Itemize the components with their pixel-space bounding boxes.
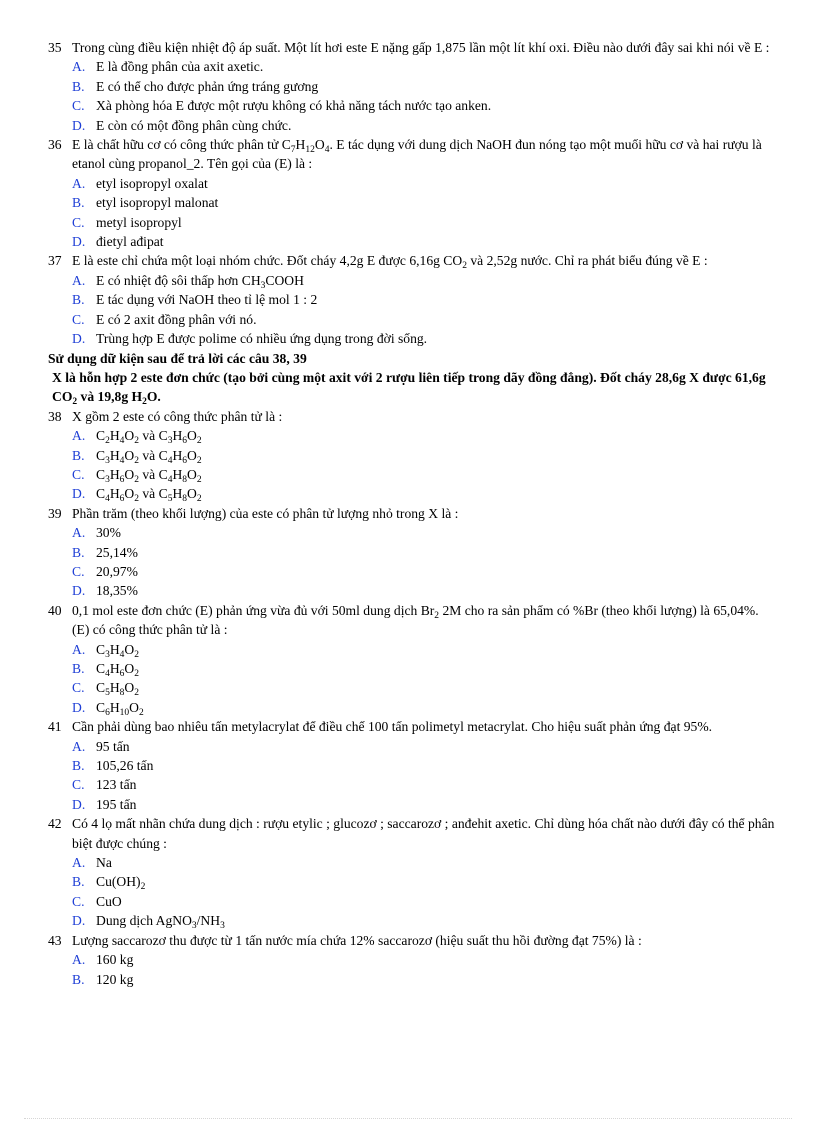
option-letter: C.: [72, 214, 85, 230]
question-list-part1: [0, 38, 816, 349]
question-text: E là este chỉ chứa một loại nhóm chức. Đốt cháy 4,2g E được 6,16g $CO_2$ và 2,52g nước. Chỉ ra phát biểu đúng về E :: [72, 253, 708, 272]
section-text: X là hỗn hợp 2 este đơn chức (tạo bởi cùng một axit với 2 rượu liên tiếp trong dãy đồng đẳng). Đốt cháy 28,6g X được 61,6g $CO_2$ và 19,8g $H_2O$.: [52, 369, 766, 408]
option-letter: B.: [72, 544, 85, 560]
option-letter: D.: [72, 234, 86, 250]
option-text: E còn có một đồng phân cùng chức.: [96, 117, 292, 133]
answer-option: [0, 116, 816, 135]
option-letter: D.: [72, 913, 86, 929]
option-text: $Cu(OH)_2$: [96, 874, 146, 893]
question-number: 40: [48, 602, 62, 618]
option-text: $C_5H_8O_2$: [96, 680, 139, 699]
question-37: [0, 251, 816, 270]
option-text: etyl isopropyl oxalat: [96, 175, 208, 191]
question-41: [0, 717, 816, 736]
option-text: $C_3H_4O_2$: [96, 641, 139, 660]
answer-option: [0, 232, 816, 251]
option-letter: A.: [72, 641, 86, 657]
answer-option: [0, 329, 816, 348]
option-letter: A.: [72, 59, 86, 75]
option-text: metyl isopropyl: [96, 214, 182, 230]
answer-option: [0, 911, 816, 930]
option-text: 195 tấn: [96, 796, 137, 812]
answer-option: [0, 970, 816, 989]
question-text: Cần phải dùng bao nhiêu tấn metylacrylat để điều chế 100 tấn polimetyl metacrylat. Cho hiệu suất phản ứng đạt 95%.: [72, 719, 713, 735]
option-letter: D.: [72, 486, 86, 502]
option-letter: B.: [72, 292, 85, 308]
option-letter: B.: [72, 758, 85, 774]
question-39: [0, 504, 816, 523]
option-text: 30%: [96, 525, 121, 541]
answer-option: [0, 543, 816, 562]
question-number: 43: [48, 932, 62, 948]
answer-option: [0, 872, 816, 891]
option-text: Xà phòng hóa E được một rượu không có khả năng tách nước tạo anken.: [96, 98, 492, 114]
answer-option: [0, 775, 816, 794]
question-42: [0, 814, 816, 853]
option-text: 123 tấn: [96, 777, 137, 793]
question-text: Trong cùng điều kiện nhiệt độ áp suất. Một lít hơi este E nặng gấp 1,875 lần một lít khí oxi. Điều nào dưới đây sai khi nói về E :: [72, 40, 770, 55]
option-text: $C_4H_6O_2$: [96, 661, 139, 679]
question-list-part2: [0, 407, 816, 989]
option-letter: C.: [72, 98, 85, 114]
answer-option: [0, 640, 816, 659]
question-40: [0, 601, 816, 640]
option-letter: A.: [72, 855, 86, 871]
option-text: 105,26 tấn: [96, 758, 154, 774]
question-text: Phần trăm (theo khối lượng) của este có phân tử lượng nhỏ trong X là :: [72, 505, 459, 521]
answer-option: [0, 737, 816, 756]
option-text: đietyl ađipat: [96, 234, 164, 250]
document-page: [0, 38, 816, 989]
answer-option: [0, 465, 816, 484]
answer-option: [0, 271, 816, 290]
answer-option: [0, 484, 816, 503]
option-letter: B.: [72, 195, 85, 211]
question-number: 39: [48, 505, 62, 521]
page-bottom-dotted-line: [24, 1118, 792, 1119]
question-number: 35: [48, 40, 62, 55]
answer-option: [0, 581, 816, 600]
answer-option: [0, 678, 816, 697]
option-text: CuO: [96, 893, 122, 909]
option-text: E có 2 axit đồng phân với nó.: [96, 311, 257, 327]
question-number: 42: [48, 816, 62, 832]
answer-option: [0, 213, 816, 232]
question-number: 37: [48, 253, 62, 269]
section-instructions: [0, 349, 816, 407]
option-letter: B.: [72, 971, 85, 987]
question-text: E là chất hữu cơ có công thức phân tử $C_7H_{12}O_4$. E tác dụng với dung dịch NaOH đun nóng tạo một muối hữu cơ và hai rượu là etanol cùng propanol_2. Tên gọi của (E) là :: [72, 137, 762, 172]
question-text: X gồm 2 este có công thức phân tử là :: [72, 408, 283, 424]
option-text: E là đồng phân của axit axetic.: [96, 59, 264, 75]
option-text: $C_6H_{10}O_2$: [96, 699, 144, 718]
answer-option: [0, 57, 816, 76]
answer-option: [0, 174, 816, 193]
option-letter: D.: [72, 331, 86, 347]
option-letter: B.: [72, 447, 85, 463]
question-text: Lượng saccarozơ thu được từ 1 tấn nước mía chứa 12% saccarozơ (hiệu suất thu hồi đường đạt 75%) là :: [72, 932, 642, 948]
option-letter: A.: [72, 428, 86, 444]
option-letter: D.: [72, 583, 86, 599]
answer-option: [0, 950, 816, 969]
option-letter: C.: [72, 563, 85, 579]
option-letter: B.: [72, 874, 85, 890]
option-letter: A.: [72, 175, 86, 191]
answer-option: [0, 290, 816, 309]
question-number: 36: [48, 137, 62, 153]
option-text: 25,14%: [96, 544, 138, 560]
answer-option: [0, 659, 816, 678]
answer-option: [0, 795, 816, 814]
answer-option: [0, 193, 816, 212]
option-letter: B.: [72, 661, 85, 676]
option-letter: D.: [72, 796, 86, 812]
option-text: $C_4H_6O_2$ và $C_5H_8O_2$: [96, 486, 202, 505]
answer-option: [0, 446, 816, 465]
option-letter: B.: [72, 78, 85, 94]
option-text: $C_3H_4O_2$ và $C_4H_6O_2$: [96, 447, 202, 466]
option-letter: C.: [72, 893, 85, 909]
option-text: 18,35%: [96, 583, 138, 599]
option-letter: D.: [72, 117, 86, 133]
answer-option: [0, 96, 816, 115]
answer-option: [0, 562, 816, 581]
question-number: 41: [48, 719, 62, 735]
answer-option: [0, 523, 816, 542]
option-text: Dung dịch $AgNO_3/NH_3$: [96, 913, 225, 932]
option-text: 120 kg: [96, 971, 134, 987]
option-letter: A.: [72, 272, 86, 288]
option-letter: D.: [72, 699, 86, 715]
question-text: Có 4 lọ mất nhãn chứa dung dịch : rượu etylic ; glucozơ ; saccarozơ ; anđehit axetic. Chỉ dùng hóa chất nào dưới đây có thể phân biệt được chúng :: [72, 816, 775, 851]
option-letter: A.: [72, 952, 86, 968]
answer-option: [0, 310, 816, 329]
answer-option: [0, 853, 816, 872]
answer-option: [0, 77, 816, 96]
answer-option: [0, 698, 816, 717]
option-text: 95 tấn: [96, 738, 130, 754]
answer-option: [0, 756, 816, 775]
option-letter: C.: [72, 777, 85, 793]
option-text: E có thể cho được phản ứng tráng gương: [96, 78, 319, 94]
answer-option: [0, 426, 816, 445]
option-text: Na: [96, 855, 112, 871]
option-text: E có nhiệt độ sôi thấp hơn $CH_3COOH$: [96, 272, 304, 291]
option-text: Trùng hợp E được polime có nhiều ứng dụng trong đời sống.: [96, 331, 428, 347]
question-text: 0,1 mol este đơn chức (E) phản ứng vừa đủ với 50ml dung dịch $Br_2$ 2M cho ra sản phẩm có %Br (theo khối lượng) là 65,04%. (E) có công thức phân tử là :: [72, 602, 759, 638]
option-text: etyl isopropyl malonat: [96, 195, 219, 211]
option-letter: C.: [72, 466, 85, 482]
question-35: [0, 38, 816, 57]
option-text: E tác dụng với NaOH theo tỉ lệ mol 1 : 2: [96, 292, 318, 308]
section-heading: Sử dụng dữ kiện sau để trả lời các câu 38, 39: [48, 350, 307, 366]
answer-option: [0, 892, 816, 911]
option-text: 20,97%: [96, 563, 138, 579]
option-letter: A.: [72, 525, 86, 541]
option-letter: A.: [72, 738, 86, 754]
question-number: 38: [48, 408, 62, 424]
question-36: [0, 135, 816, 174]
question-43: [0, 931, 816, 950]
option-text: $C_3H_6O_2$ và $C_4H_8O_2$: [96, 466, 202, 485]
option-text: 160 kg: [96, 952, 134, 968]
question-38: [0, 407, 816, 426]
option-letter: C.: [72, 311, 85, 327]
option-letter: C.: [72, 680, 85, 696]
option-text: $C_2H_4O_2$ và $C_3H_6O_2$: [96, 428, 202, 447]
